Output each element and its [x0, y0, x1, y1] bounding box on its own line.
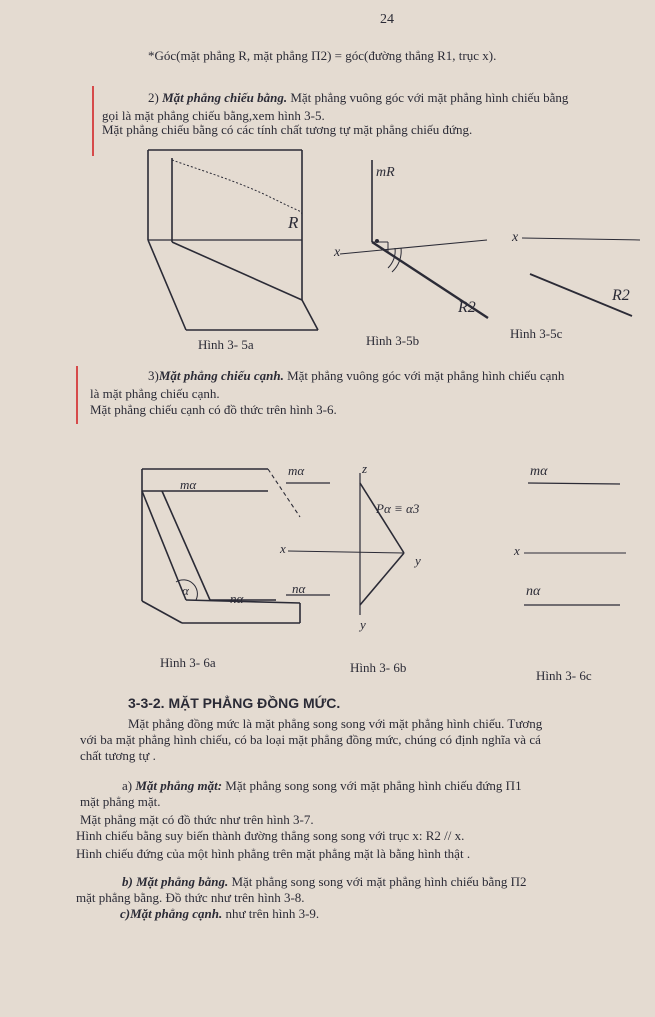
fig36b-label-na: nα — [292, 581, 306, 596]
page-number: 24 — [380, 12, 394, 27]
fig35c-label-x: x — [512, 230, 519, 245]
figure-3-5c — [522, 238, 640, 316]
fig35a-label-R: R — [288, 213, 299, 232]
fig35c-label-R2: R2 — [612, 287, 630, 304]
figure-3-6a — [142, 469, 300, 623]
margin-mark-2 — [76, 366, 78, 424]
sec3-num: 3) — [148, 368, 159, 383]
figure-3-6 — [0, 455, 655, 645]
sec3-line1 — [148, 368, 564, 383]
sec3-line3: Mặt phẳng chiếu cạnh có đồ thức trên hình 3-6. — [90, 402, 337, 417]
fig36b-label-pa: Pα ≡ α3 — [376, 501, 420, 516]
sec2-rest: Mặt phẳng vuông góc với mặt phẳng hình chiếu bằng — [287, 90, 569, 105]
fig36b-label-z: z — [362, 461, 368, 476]
item-a-rest: Mặt phẳng song song với mặt phẳng hình chiếu đứng Π1 — [222, 778, 522, 793]
sec2-term: Mặt phẳng chiếu bằng. — [162, 90, 288, 105]
fig36c-label-ma: mα — [530, 464, 548, 479]
figure-3-5a — [148, 150, 318, 330]
fig36b-label-x: x — [280, 541, 286, 556]
item-b-line2: mặt phẳng bằng. Đồ thức như trên hình 3-8. — [76, 890, 305, 905]
sec3-rest: Mặt phẳng vuông góc với mặt phẳng hình chiếu cạnh — [283, 368, 565, 383]
item-a-line4: Hình chiếu bằng suy biến thành đường thẳng song song với trục x: R2 // x. — [76, 828, 465, 843]
caption-3-6c: Hình 3- 6c — [536, 668, 592, 683]
fig35b-label-x: x — [334, 245, 341, 260]
caption-3-6a: Hình 3- 6a — [160, 655, 216, 670]
item-b-line1 — [122, 874, 526, 889]
caption-3-6b: Hình 3- 6b — [350, 660, 407, 675]
item-c-term: c)Mặt phẳng cạnh. — [120, 906, 223, 921]
sec2-line2: gọi là mặt phẳng chiếu bằng,xem hình 3-5. — [102, 108, 325, 123]
item-a-line1 — [122, 778, 522, 793]
item-a-line2: mặt phẳng mặt. — [80, 794, 161, 809]
item-a-line3: Mặt phẳng mặt có đồ thức như trên hình 3-7. — [80, 812, 314, 827]
fig36a-label-ma: mα — [180, 477, 197, 492]
fig36c-label-x: x — [514, 543, 520, 558]
caption-3-5b: Hình 3-5b — [366, 333, 420, 348]
fig35b-label-R2: R2 — [458, 299, 476, 316]
fig36b-label-ma: mα — [288, 463, 305, 478]
fig36a-label-na: nα — [230, 591, 244, 606]
section-heading-3-3-2: 3-3-2. MẶT PHẲNG ĐỒNG MỨC. — [128, 695, 341, 711]
fig35b-label-mR: mR — [376, 165, 395, 180]
para1-line1: Mặt phẳng đồng mức là mặt phẳng song song với mặt phẳng hình chiếu. Tương — [128, 716, 543, 731]
sec3-line2: là mặt phẳng chiếu cạnh. — [90, 386, 220, 401]
sec2-line3: Mặt phẳng chiếu bằng có các tính chất tương tự mặt phẳng chiếu đứng. — [102, 122, 473, 137]
item-a-num: a) — [122, 778, 133, 793]
para1-line3: chất tương tự . — [80, 748, 156, 763]
fig36a-label-alpha: α — [182, 583, 189, 598]
fig36b-label-y1: y — [415, 553, 421, 568]
intro-line: *Góc(mặt phẳng R, mặt phẳng Π2) = góc(đường thẳng R1, trục x). — [148, 48, 497, 63]
para1-line2: với ba mặt phẳng hình chiếu, có ba loại mặt phẳng đồng mức, chúng có định nghĩa và cá — [80, 732, 541, 747]
item-b-rest: Mặt phẳng song song với mặt phẳng hình chiếu bằng Π2 — [228, 874, 527, 889]
item-a-term: Mặt phẳng mặt: — [135, 778, 223, 793]
item-c-line1 — [120, 906, 319, 921]
item-c-rest: như trên hình 3-9. — [222, 906, 320, 921]
fig36c-label-na: nα — [526, 584, 541, 599]
sec2-line1 — [148, 90, 568, 105]
caption-3-5c: Hình 3-5c — [510, 326, 563, 341]
fig36b-label-y2: y — [360, 617, 366, 632]
caption-3-5a: Hình 3- 5a — [198, 337, 254, 352]
item-b-term: b) Mặt phẳng bằng. — [122, 874, 229, 889]
figure-3-5b — [340, 160, 488, 318]
item-a-line5: Hình chiếu đứng của một hình phẳng trên mặt phẳng mặt là bằng hình thật . — [76, 846, 471, 861]
sec3-term: Mặt phẳng chiếu cạnh. — [158, 368, 284, 383]
sec2-num: 2) — [148, 90, 159, 105]
